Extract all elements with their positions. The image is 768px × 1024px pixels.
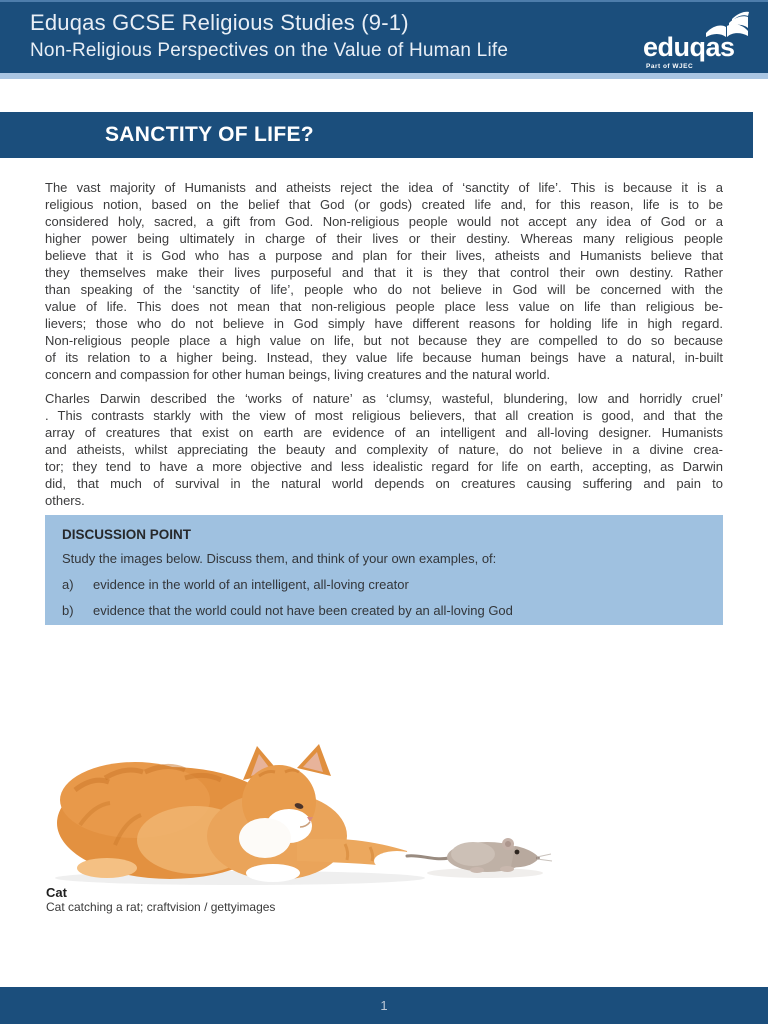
- text-line: than speaking of the ‘sanctity of life’, people who do not believe in God will be concerned with the: [45, 282, 723, 297]
- paragraph-2: [45, 390, 723, 509]
- cat-catching-rat-photo: [45, 740, 565, 888]
- text-line: did, that much of survival in the natural world depends on creatures causing suffering and pain to: [45, 476, 723, 491]
- text-line: they themselves make their lives purposeful and that it is they that control their own destiny. Rather: [45, 265, 723, 280]
- discussion-box: [45, 515, 723, 625]
- section-banner: [0, 112, 753, 158]
- rat-illustration: [407, 838, 552, 873]
- paragraph-1: [45, 179, 723, 383]
- eduqas-logo: [643, 8, 753, 70]
- text-line: Non-religious people place a high value on life, but not because they are compelled to do so because: [45, 333, 723, 348]
- cat-illustration: [57, 744, 420, 882]
- section-title: SANCTITY OF LIFE?: [105, 123, 314, 146]
- text-line: higher power being ultimately in charge of their lives or their destiny. Whereas many religious people: [45, 231, 723, 246]
- text-line: of its relation to a higher being. Instead, they value life because human beings have a natural, in-built: [45, 350, 723, 365]
- text-line: Charles Darwin described the ‘works of nature’ as ‘clumsy, wasteful, blundering, low and horridly cruel’: [45, 391, 723, 406]
- header-accent-strip: [0, 73, 768, 79]
- item-text: evidence in the world of an intelligent, all-loving creator: [93, 577, 409, 592]
- discussion-item-a: [62, 576, 705, 593]
- discussion-title: DISCUSSION POINT: [62, 527, 192, 542]
- text-line: concern and compassion for other human beings, living creatures and the natural world.: [45, 367, 551, 382]
- header-subtitle: Non-Religious Perspectives on the Value of Human Life: [30, 40, 509, 61]
- text-line: lievers; those who do not believe in God simply have different reasons for holding life in high regard.: [45, 316, 723, 331]
- logo-tagline: Part of WJEC: [646, 63, 694, 70]
- page-header: [0, 0, 768, 73]
- text-line: and atheists, whilst appreciating the beauty and complexity of nature, do not believe in a divine crea-: [45, 442, 723, 457]
- figure-cat: [45, 740, 565, 888]
- figure-caption: [46, 885, 275, 915]
- text-line: considered holy, sacred, a gift from God. Non-religious people would not accept any idea of God or a: [45, 214, 723, 229]
- page-footer: [0, 987, 768, 1024]
- item-label: a): [62, 577, 74, 592]
- figure-caption-text: Cat catching a rat; craftvision / gettyimages: [46, 900, 276, 914]
- text-line: tor; they tend to have a more objective and less idealistic regard for life on earth, accepting, as Darwin: [45, 459, 723, 474]
- item-label: b): [62, 603, 74, 618]
- text-line: religious notion, based on the belief that God (or gods) created life and, for this reason, life is to be: [45, 197, 723, 212]
- text-line: The vast majority of Humanists and atheists reject the idea of ‘sanctity of life’. This is because it is a: [45, 180, 723, 195]
- text-line: . This contrasts starkly with the view of most religious believers, that all creation is good, and that the: [45, 408, 723, 423]
- header-title: Eduqas GCSE Religious Studies (9-1): [30, 10, 409, 35]
- discussion-item-b: [62, 602, 705, 619]
- page-number: 1: [380, 998, 388, 1013]
- text-line: array of creatures that exist on earth are evidence of an intelligent and all-loving designer. Humanists: [45, 425, 723, 440]
- text-line: believe that it is God who has a purpose and plan for their lives, atheists and Humanists believe that: [45, 248, 723, 263]
- logo-wordmark: eduqas: [643, 32, 735, 62]
- item-text: evidence that the world could not have been created by an all-loving God: [93, 603, 513, 618]
- text-line: others.: [45, 493, 85, 508]
- text-line: value of life. This does not mean that non-religious people place less value on life than religious be-: [45, 299, 723, 314]
- discussion-intro: Study the images below. Discuss them, and think of your own examples, of:: [62, 551, 497, 566]
- figure-caption-title: Cat: [46, 885, 67, 900]
